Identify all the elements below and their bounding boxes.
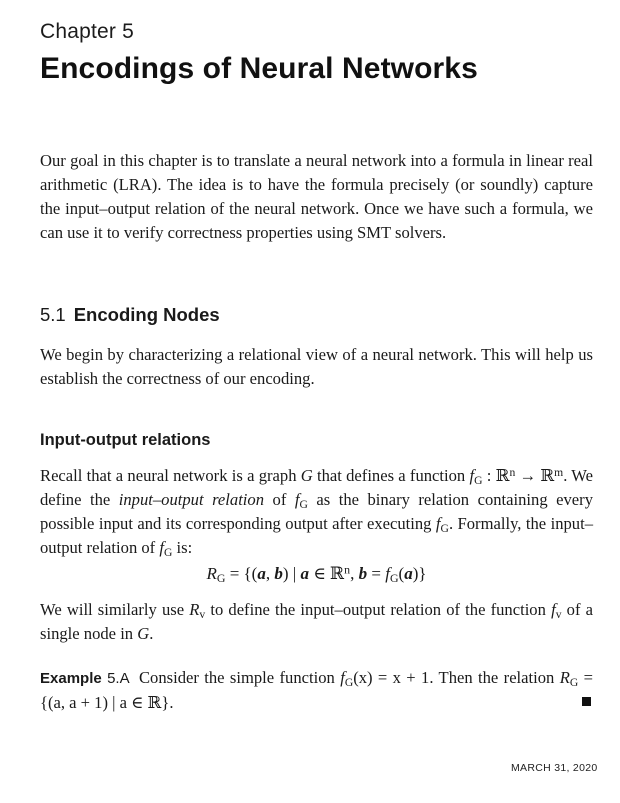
- text-run: of: [264, 490, 295, 509]
- math-text: =: [367, 564, 386, 583]
- math-symbol: f: [159, 538, 164, 557]
- math-symbol: R: [206, 564, 217, 583]
- math-symbol: a: [257, 564, 266, 583]
- math-superscript: n: [509, 465, 516, 479]
- text-run: is:: [172, 538, 193, 557]
- text-run: Consider the simple function: [138, 668, 341, 687]
- footer-date: MARCH 31, 2020: [511, 762, 598, 774]
- math-subscript: G: [299, 497, 308, 511]
- subsection-heading: Input-output relations: [40, 431, 211, 449]
- math-subscript: G: [216, 570, 226, 585]
- math-subscript: v: [555, 607, 562, 621]
- text-run: .: [169, 693, 174, 712]
- section-number: 5.1: [40, 304, 66, 325]
- math-subscript: v: [199, 607, 206, 621]
- math-superscript: m: [554, 465, 564, 479]
- math-symbol: b: [274, 564, 283, 583]
- math-text: (x) = x + 1: [353, 668, 430, 687]
- math-text: : ℝ: [482, 466, 510, 485]
- math-text: )}: [412, 564, 427, 583]
- similarly-paragraph: [40, 598, 593, 646]
- text-run: . We define the: [40, 466, 593, 509]
- math-text: ∈ ℝ: [308, 564, 345, 583]
- math-text: = {(: [225, 564, 258, 583]
- math-superscript: n: [344, 562, 351, 577]
- example-block: [40, 666, 593, 715]
- math-subscript: G: [389, 570, 399, 585]
- chapter-title: Encodings of Neural Networks: [40, 52, 478, 85]
- text-run: Recall that a neural network is a graph: [40, 466, 301, 485]
- section-paragraph: We begin by characterizing a relational view of a neural network. This will help us establish the correctness of our encoding.: [40, 345, 593, 388]
- qed-square-icon: [582, 697, 591, 706]
- math-symbol: R: [189, 600, 200, 619]
- math-symbol: a: [404, 564, 413, 583]
- text-run: . Formally, the input–output relation of: [40, 514, 594, 557]
- math-symbol: G: [137, 624, 150, 643]
- text-run: .: [149, 624, 154, 643]
- math-symbol: G: [300, 466, 313, 485]
- section-title: Encoding Nodes: [73, 304, 220, 325]
- math-text: ) |: [282, 564, 301, 583]
- text-run: that defines a function: [312, 466, 470, 485]
- text-run: of a single node in: [40, 600, 593, 643]
- math-subscript: G: [569, 675, 579, 689]
- math-symbol: f: [469, 466, 475, 485]
- math-text: → ℝ: [515, 466, 555, 485]
- recall-paragraph: [40, 464, 593, 560]
- math-symbol: R: [559, 668, 570, 687]
- math-subscript: G: [440, 521, 449, 535]
- example-label: Example: [40, 670, 102, 687]
- math-symbol: a: [300, 564, 309, 583]
- text-run: as the binary relation containing every possible input and its corresponding output after executing: [40, 490, 593, 533]
- text-run: . Then the relation: [429, 668, 560, 687]
- chapter-label: Chapter 5: [40, 20, 135, 43]
- math-text: (: [398, 564, 405, 583]
- text-run: We will similarly use: [40, 600, 190, 619]
- math-text: ,: [350, 564, 359, 583]
- math-symbol: f: [294, 490, 300, 509]
- math-subscript: G: [474, 473, 483, 487]
- math-symbol: f: [435, 514, 441, 533]
- math-symbol: f: [385, 564, 390, 583]
- math-symbol: b: [358, 564, 368, 583]
- math-symbol: f: [551, 600, 556, 619]
- section-heading: [40, 304, 220, 326]
- math-text: = {(a, a + 1) | a ∈ ℝ}: [40, 668, 593, 712]
- math-subscript: G: [344, 675, 354, 689]
- intro-paragraph: Our goal in this chapter is to translate a neural network into a formula in linear real arithmetic (LRA). The idea is to have the formula precisely (or soundly) capture the input–output relation of the neural network. Once we have such a formula, we can use it to verify correctness properties using SMT solvers.: [40, 151, 593, 242]
- example-number: 5.A: [107, 670, 130, 687]
- math-subscript: G: [163, 545, 173, 559]
- text-run: to define the input–output relation of the function: [205, 600, 552, 619]
- math-symbol: f: [340, 668, 345, 687]
- math-text: ,: [265, 564, 275, 583]
- defined-term: input–output relation: [118, 490, 265, 509]
- display-equation: [40, 564, 593, 584]
